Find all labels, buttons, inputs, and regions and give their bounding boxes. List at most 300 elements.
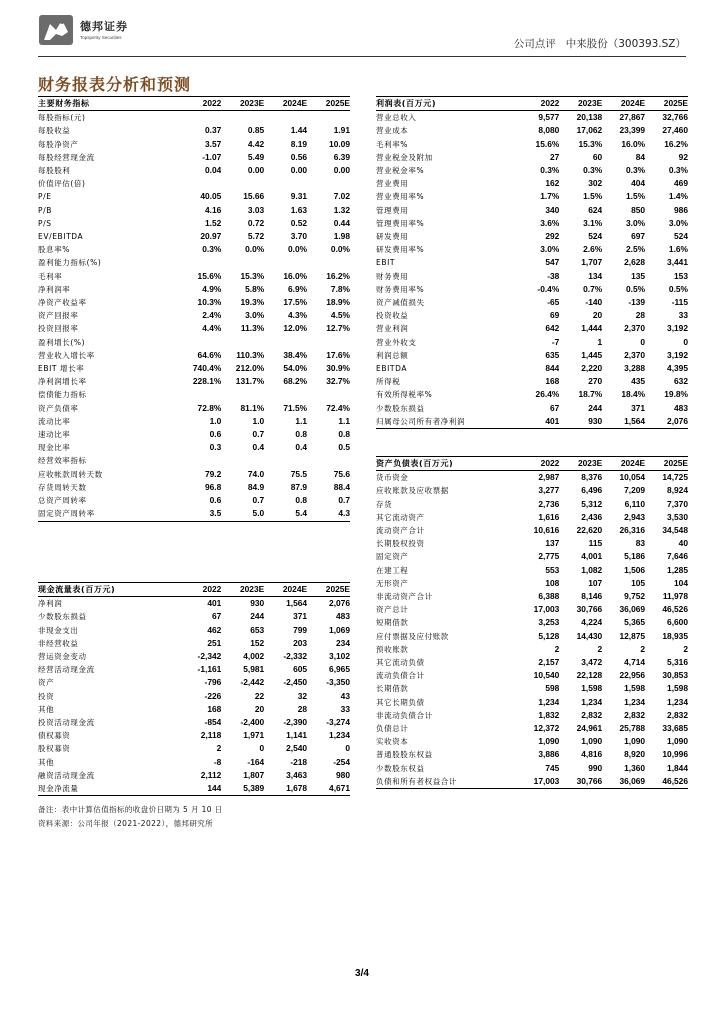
cell-value: 5.4 (264, 507, 307, 521)
cell-value: -226 (204, 690, 222, 701)
row-label: 每股净资产 (38, 139, 79, 149)
year-header: 2022 (516, 457, 559, 471)
cell-value: 79.2 (204, 468, 222, 479)
row-label: 负债和所有者权益合计 (376, 775, 516, 789)
cell-value: 0.00 (290, 165, 308, 176)
cell-value: -164 (247, 756, 265, 767)
row-label: 少数股东损益 (38, 612, 87, 622)
cell-value: 3.6% (540, 217, 560, 228)
table-row (38, 597, 350, 611)
row-label: 资产负债率 (38, 403, 79, 413)
cell-value: 1,360 (624, 762, 646, 773)
cell-value: 0.7 (252, 495, 265, 506)
row-label: 无形资产 (376, 578, 409, 588)
cell-value: 1.7% (540, 191, 560, 202)
cell-value: 75.5 (290, 468, 308, 479)
cell-value: 18.7% (578, 389, 603, 400)
row-label: 存货 (376, 499, 393, 509)
row-label: 每股经营现金流 (38, 152, 95, 162)
row-label: 融资活动现金流 (38, 770, 95, 780)
cell-value (307, 177, 350, 190)
row-label: 长期借款 (376, 684, 409, 694)
cell-value: 131.7% (235, 376, 265, 387)
cell-value: 3.0% (668, 217, 688, 228)
cell-value: 844 (545, 363, 560, 374)
cell-value: 83 (635, 538, 646, 549)
cell-value: 4,224 (581, 617, 603, 628)
table-row (376, 138, 688, 151)
cell-value: 74.0 (247, 468, 265, 479)
row-label: 资产减值损失 (376, 298, 425, 308)
cell-value: 152 (250, 637, 265, 648)
cell-value: 15.3% (240, 270, 265, 281)
table-row (38, 756, 350, 769)
source-note: 资料来源：公司年报（2021-2022），德邦研究所 (38, 819, 214, 828)
table-row (38, 283, 350, 296)
table-row (376, 309, 688, 322)
cell-value: 1,234 (538, 696, 560, 707)
table-row (38, 769, 350, 782)
cell-value: 5,981 (243, 664, 265, 675)
table-row (38, 676, 350, 689)
row-label: 经营活动现金流 (38, 665, 95, 675)
table-title: 利润表(百万元) (376, 97, 516, 111)
cell-value: 5.72 (247, 231, 265, 242)
row-label: 预收账款 (376, 644, 409, 654)
row-label: 营业利润 (376, 324, 409, 334)
cell-value: 930 (250, 598, 265, 609)
company-logo (38, 12, 158, 52)
cell-value: 483 (674, 402, 688, 413)
cell-value: 9.31 (290, 191, 308, 202)
cell-value: -2,450 (283, 677, 308, 688)
cell-value: 635 (545, 349, 560, 360)
row-label: 净利润 (38, 599, 63, 609)
cell-value: 3.0% (245, 310, 265, 321)
cell-value: 0.4 (252, 442, 265, 453)
cell-value: 0.8 (295, 495, 308, 506)
cell-value: -796 (204, 677, 222, 688)
cell-value: 3.03 (247, 204, 265, 215)
year-header: 2023E (221, 583, 264, 597)
table-row (38, 494, 350, 507)
cell-value: 653 (250, 624, 265, 635)
row-label: 其他 (38, 757, 55, 767)
cell-value: -7 (551, 336, 560, 347)
cell-value: 5.8% (245, 283, 265, 294)
table-row (38, 729, 350, 742)
cell-value: 15.6% (197, 270, 222, 281)
row-label: 应付票据及应付账款 (376, 631, 449, 641)
cell-value: 0.37 (204, 125, 222, 136)
cell-value: 0.7 (338, 495, 350, 506)
cell-value: 1.98 (333, 231, 350, 242)
cell-value: 3,463 (286, 769, 308, 780)
table-row (38, 428, 350, 441)
table-row (376, 484, 688, 497)
row-label: EBITDA (376, 364, 408, 374)
cell-value: 3.1% (583, 217, 603, 228)
cell-value: 0 (345, 743, 350, 754)
cell-value: 2,370 (624, 323, 646, 334)
cell-value: 1.44 (290, 125, 308, 136)
cell-value: 17,062 (576, 125, 603, 136)
table-row (376, 524, 688, 537)
table-row (38, 138, 350, 151)
year-header: 2023E (559, 457, 602, 471)
cell-value: 3.57 (204, 138, 222, 149)
table-row (376, 656, 688, 669)
table-row (38, 703, 350, 716)
cell-value: 67 (549, 402, 560, 413)
row-label: 债权募资 (38, 731, 71, 741)
cell-value: 1,234 (667, 696, 688, 707)
cell-value: 134 (588, 270, 603, 281)
row-label: 管理费用率% (376, 218, 425, 228)
cell-value (221, 388, 264, 401)
table-row (38, 388, 350, 401)
cell-value: 1,234 (624, 696, 646, 707)
cell-value: 986 (674, 204, 688, 215)
cell-value: 5.49 (247, 151, 265, 162)
year-header: 2022 (178, 97, 221, 111)
cell-value: -2,442 (240, 677, 265, 688)
cell-value: 4,816 (581, 749, 603, 760)
table-row (376, 124, 688, 137)
row-label: 股息率% (38, 245, 71, 255)
cell-value: 7.8% (330, 283, 350, 294)
cell-value (264, 256, 307, 269)
cell-value: -0.4% (537, 283, 560, 294)
cell-value: 2,832 (624, 709, 646, 720)
cell-value: 1,678 (264, 782, 307, 796)
cell-value: 0.3% (540, 165, 560, 176)
logo-text: 德邦证券 (80, 20, 128, 33)
table-row (38, 507, 350, 521)
row-label: 投资活动现金流 (38, 718, 95, 728)
table-row (38, 362, 350, 375)
cell-value: 1,807 (243, 769, 265, 780)
cell-value: 0.8 (295, 429, 308, 440)
cell-value (221, 336, 264, 349)
cell-value: 1,707 (581, 257, 603, 268)
cell-value: 371 (631, 402, 646, 413)
cell-value (264, 111, 307, 125)
cell-value: 2,628 (624, 257, 646, 268)
report-type: 公司点评 (513, 38, 556, 50)
row-label: 其它长期负债 (376, 697, 425, 707)
cell-value: -139 (628, 297, 646, 308)
cell-value: 1,445 (581, 349, 603, 360)
cell-value: 46,526 (645, 775, 688, 789)
cell-value: 110.3% (236, 349, 265, 360)
cell-value: 4.3% (287, 310, 308, 321)
cell-value: 2,220 (581, 363, 603, 374)
table-row (38, 230, 350, 243)
cell-value: 69 (549, 310, 560, 321)
cell-value: 2 (640, 643, 646, 654)
cell-value: 401 (516, 415, 559, 429)
cell-value: 10,540 (533, 670, 560, 681)
year-header: 2025E (645, 457, 688, 471)
row-label: 营业费用率% (376, 192, 425, 202)
cell-value: -2,400 (240, 717, 265, 728)
cell-value: 15.3% (578, 138, 603, 149)
table-row (38, 256, 350, 269)
row-label: 管理费用 (376, 205, 409, 215)
cell-value: 8.19 (290, 138, 308, 149)
table-row (38, 468, 350, 481)
table-row (376, 190, 688, 203)
cell-value: 3,253 (538, 617, 560, 628)
cell-value: 137 (545, 538, 560, 549)
cell-value: 524 (588, 231, 603, 242)
table-header-row (38, 583, 350, 597)
cell-value: 10,996 (662, 749, 688, 760)
table-title: 资产负债表(百万元) (376, 457, 516, 471)
cell-value: 72.8% (197, 402, 222, 413)
page-title: 财务报表分析和预测 (38, 75, 192, 94)
cell-value: 3,441 (667, 257, 688, 268)
cell-value: 6,496 (581, 485, 603, 496)
table-row (376, 177, 688, 190)
table-row (376, 775, 688, 789)
cell-value: 547 (545, 257, 560, 268)
row-label: 营业费用 (376, 179, 409, 189)
row-label: 非流动资产合计 (376, 592, 433, 602)
table-row (38, 322, 350, 335)
cell-value: 2,832 (581, 709, 603, 720)
row-label: 投资 (38, 691, 55, 701)
row-label: 资产回报率 (38, 311, 79, 321)
cell-value (221, 454, 264, 467)
table-header-row (376, 457, 688, 471)
cell-value: 87.9 (290, 481, 308, 492)
row-label: 非经营收益 (38, 638, 79, 648)
cell-value: 6,600 (667, 617, 688, 628)
cell-value: 1,444 (581, 323, 603, 334)
cell-value: 0.7% (583, 283, 603, 294)
table-row (376, 748, 688, 761)
cell-value: 22,128 (576, 670, 603, 681)
cell-value (178, 111, 221, 125)
cell-value: 33 (678, 310, 688, 321)
cell-value: 2.6% (583, 244, 603, 255)
cell-value (307, 111, 350, 125)
cell-value (264, 177, 307, 190)
cell-value (178, 336, 221, 349)
table-row (376, 256, 688, 269)
table-row (38, 481, 350, 494)
cell-value: 212.0% (235, 363, 265, 374)
cell-value: 2,540 (286, 743, 308, 754)
cell-value: 228.1% (192, 376, 222, 387)
cell-value: 6,965 (329, 664, 350, 675)
cell-value: 3,102 (329, 651, 350, 662)
cell-value: 18.4% (621, 389, 646, 400)
cell-value: 244 (250, 611, 265, 622)
cell-value: 17.6% (326, 349, 350, 360)
cell-value: 524 (674, 231, 688, 242)
cell-value: 17,003 (516, 775, 559, 789)
cell-value: 54.0% (283, 363, 308, 374)
cell-value: -2,332 (283, 651, 308, 662)
cell-value: 469 (674, 178, 688, 189)
cell-value: -854 (204, 717, 222, 728)
cell-value: 135 (631, 270, 646, 281)
cell-value: 697 (631, 231, 646, 242)
row-label: 实收资本 (376, 737, 409, 747)
row-label: 现金比率 (38, 443, 71, 453)
row-label: EV/EBITDA (38, 232, 84, 242)
row-label: EBIT 增长率 (38, 364, 85, 374)
cell-value: 16.2% (664, 138, 688, 149)
year-header: 2024E (602, 97, 645, 111)
cell-value: 7,370 (667, 498, 688, 509)
cell-value: 9,752 (624, 591, 646, 602)
cell-value (178, 454, 221, 467)
cell-value: 88.4 (333, 481, 350, 492)
table-row (376, 415, 688, 429)
cell-value: 22 (254, 690, 265, 701)
cell-value: 0.3 (209, 442, 222, 453)
table-title: 现金流量表(百万元) (38, 583, 178, 597)
cell-value: 1,616 (538, 511, 560, 522)
row-label: 每股股利 (38, 166, 71, 176)
cell-value (307, 336, 350, 349)
table-row (376, 696, 688, 709)
year-header: 2022 (178, 583, 221, 597)
cell-value: 1.32 (333, 204, 350, 215)
cell-value: 67 (211, 611, 222, 622)
cell-value: 2 (216, 743, 222, 754)
row-label: 应收帐款周转天数 (38, 469, 103, 479)
year-header: 2023E (559, 97, 602, 111)
cell-value: 4,395 (667, 363, 688, 374)
income-statement-table (376, 96, 688, 429)
row-label: 少数股东损益 (376, 403, 425, 413)
cell-value: 0.4 (295, 442, 308, 453)
row-label: EBIT (376, 258, 396, 268)
table-row (38, 716, 350, 729)
row-label: 其它流动资产 (376, 512, 425, 522)
cell-value: 33 (340, 703, 350, 714)
cell-value: 7,209 (624, 485, 646, 496)
cell-value: 8,376 (581, 472, 603, 483)
cell-value: 26,316 (619, 525, 646, 536)
row-label: 投资收益 (376, 311, 409, 321)
table-row (376, 402, 688, 415)
cell-value: 10,616 (533, 525, 560, 536)
cell-value (264, 336, 307, 349)
table-row (38, 217, 350, 230)
cell-value: 108 (545, 577, 560, 588)
year-header: 2023E (221, 97, 264, 111)
cell-value (221, 256, 264, 269)
cell-value: 40.05 (200, 191, 222, 202)
row-label: 营运资金变动 (38, 652, 87, 662)
cell-value: 5,316 (667, 657, 688, 668)
cell-value: 162 (545, 178, 560, 189)
row-label: 货币资金 (376, 473, 409, 483)
cell-value: 30,766 (576, 604, 603, 615)
cell-value: 60 (592, 151, 603, 162)
cell-value: 3.5 (178, 507, 221, 521)
cell-value: 33,685 (662, 723, 688, 734)
cell-value: 168 (207, 703, 222, 714)
table-row (38, 190, 350, 203)
cell-value: 2,370 (624, 349, 646, 360)
table-row (38, 402, 350, 415)
cell-value: 168 (545, 376, 560, 387)
cell-value: 2,987 (538, 472, 560, 483)
row-label: 毛利率% (376, 139, 409, 149)
cell-value: 20,138 (576, 112, 603, 123)
cell-value: 10.3% (197, 297, 222, 308)
cell-value: 850 (631, 204, 646, 215)
table-row (376, 471, 688, 485)
cell-value: 12.0% (283, 323, 308, 334)
company-name: 中来股份（300393.SZ） (565, 38, 686, 50)
cell-value: -3,274 (326, 717, 350, 728)
cell-value: 1,141 (286, 730, 308, 741)
cell-value: -65 (547, 297, 560, 308)
cell-value: 1,598 (624, 683, 646, 694)
cell-value: 1,506 (624, 564, 646, 575)
cell-value: 1,090 (581, 736, 603, 747)
row-label: 经营效率指标 (38, 456, 87, 466)
cell-value: 3,886 (538, 749, 560, 760)
table-row (376, 204, 688, 217)
cell-value: 1,598 (667, 683, 688, 694)
cell-value: 14,725 (662, 472, 688, 483)
cell-value: 96.8 (204, 481, 222, 492)
cell-value: 1,090 (667, 736, 688, 747)
row-label: 应收账款及应收票据 (376, 486, 449, 496)
cell-value: 2.5% (625, 244, 646, 255)
cell-value: 64.6% (197, 349, 222, 360)
cell-value: 3,192 (667, 323, 688, 334)
cell-value: 2,775 (538, 551, 560, 562)
cell-value: 84.9 (247, 481, 265, 492)
table-row (38, 454, 350, 467)
cell-value: 0.3% (583, 165, 603, 176)
row-label: 流动负债合计 (376, 671, 425, 681)
cell-value: 12.7% (326, 323, 350, 334)
cell-value: 1.1 (338, 415, 350, 426)
cell-value: 990 (588, 762, 603, 773)
table-row (38, 296, 350, 309)
cell-value: 40 (678, 538, 688, 549)
table-row (376, 643, 688, 656)
table-row (38, 375, 350, 388)
table-row (376, 550, 688, 563)
cell-value: 19.3% (240, 297, 265, 308)
cell-value: 32 (297, 690, 308, 701)
cell-value: 22,620 (576, 525, 603, 536)
year-header: 2022 (516, 97, 559, 111)
cell-value: 0.0% (245, 244, 265, 255)
cell-value: 12,372 (533, 723, 560, 734)
cell-value: 3,472 (581, 657, 603, 668)
table-row (38, 349, 350, 362)
cell-value (221, 177, 264, 190)
table-row (376, 230, 688, 243)
table-row (376, 511, 688, 524)
cell-value: 4,002 (243, 651, 265, 662)
cell-value: 18.9% (326, 297, 350, 308)
cell-value: 3,277 (538, 485, 560, 496)
